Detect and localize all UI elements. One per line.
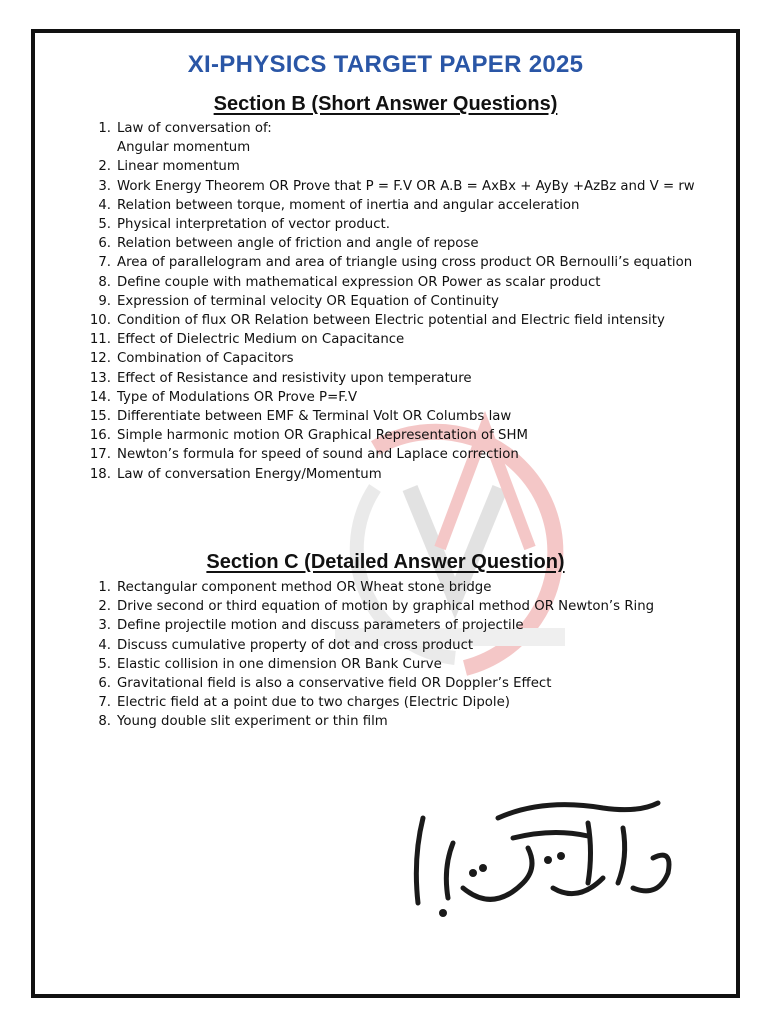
item-text: Physical interpretation of vector product. — [117, 217, 390, 233]
item-text: Simple harmonic motion OR Graphical Representation of SHM — [117, 428, 528, 444]
list-item — [87, 119, 696, 157]
item-number: 6. — [98, 676, 111, 692]
item-text: Young double slit experiment or thin film — [117, 714, 388, 730]
item-number: 17. — [89, 447, 111, 463]
list-item — [87, 388, 696, 407]
item-number: 4. — [98, 197, 111, 213]
list-item — [87, 234, 696, 253]
item-text: Drive second or third equation of motion by graphical method OR Newton’s Ring — [117, 599, 655, 615]
item-number: 1. — [98, 121, 111, 136]
list-item — [87, 369, 696, 388]
item-text: Linear momentum — [117, 159, 240, 175]
item-text: Law of conversation of: Angular momentum — [117, 121, 272, 156]
item-text: Relation between torque, moment of inertia and angular acceleration — [117, 197, 580, 213]
item-number: 8. — [98, 274, 111, 290]
item-text: Expression of terminal velocity OR Equation of Continuity — [117, 293, 499, 309]
item-text: Define projectile motion and discuss parameters of projectile — [117, 618, 524, 634]
item-number: 12. — [89, 351, 111, 367]
item-text: Area of parallelogram and area of triangle using cross product OR Bernoulli’s equation — [117, 255, 693, 271]
section-b-list — [87, 119, 696, 484]
item-number: 6. — [98, 236, 111, 252]
item-text: Electric field at a point due to two charges (Electric Dipole) — [117, 695, 510, 711]
item-text: Type of Modulations OR Prove P=F.V — [117, 389, 358, 405]
list-item — [87, 693, 696, 712]
page-frame — [31, 29, 740, 998]
list-item — [87, 292, 696, 311]
section-c-list — [87, 578, 696, 732]
list-item — [87, 636, 696, 655]
item-number: 2. — [98, 159, 111, 175]
item-text: Effect of Resistance and resistivity upon temperature — [117, 370, 472, 386]
arabic-calligraphy-icon — [403, 788, 678, 923]
list-item — [87, 655, 696, 674]
item-text: Gravitational field is also a conservative field OR Doppler’s Effect — [117, 676, 552, 692]
item-text: Rectangular component method OR Wheat stone bridge — [117, 580, 492, 595]
list-item — [87, 330, 696, 349]
item-number: 8. — [98, 714, 111, 730]
item-text: Newton’s formula for speed of sound and Laplace correction — [117, 447, 519, 463]
item-number: 3. — [98, 178, 111, 194]
item-number: 5. — [98, 656, 111, 672]
section-b-heading: Section B (Short Answer Questions) — [213, 93, 558, 115]
list-item — [87, 407, 696, 426]
item-number: 7. — [98, 255, 111, 271]
item-text: Discuss cumulative property of dot and cross product — [117, 637, 474, 653]
list-item — [87, 616, 696, 635]
item-number: 7. — [98, 695, 111, 711]
item-number: 18. — [89, 466, 111, 482]
list-item — [87, 273, 696, 292]
list-item — [87, 578, 696, 597]
item-number: 9. — [98, 293, 111, 309]
item-number: 15. — [89, 409, 111, 425]
list-item — [87, 215, 696, 234]
list-item — [87, 712, 696, 731]
item-text: Elastic collision in one dimension OR Bank Curve — [117, 656, 442, 672]
item-number: 14. — [89, 389, 111, 405]
item-number: 11. — [89, 332, 111, 348]
section-c-heading: Section C (Detailed Answer Question) — [206, 551, 565, 573]
item-number: 16. — [89, 428, 111, 444]
item-text: Effect of Dielectric Medium on Capacitance — [117, 332, 405, 348]
list-item — [87, 196, 696, 215]
item-text: Relation between angle of friction and angle of repose — [117, 236, 479, 252]
list-item — [87, 157, 696, 176]
item-text: Differentiate between EMF & Terminal Volt OR Columbs law — [117, 409, 512, 425]
list-item — [87, 349, 696, 368]
list-item — [87, 445, 696, 464]
item-number: 4. — [98, 637, 111, 653]
item-number: 10. — [89, 313, 111, 329]
list-item — [87, 597, 696, 616]
list-item — [87, 465, 696, 484]
list-item — [87, 177, 696, 196]
item-number: 2. — [98, 599, 111, 615]
item-text: Define couple with mathematical expression OR Power as scalar product — [117, 274, 601, 290]
item-number: 1. — [98, 580, 111, 595]
item-text: Combination of Capacitors — [117, 351, 294, 367]
item-number: 13. — [89, 370, 111, 386]
list-item — [87, 253, 696, 272]
list-item — [87, 426, 696, 445]
list-item — [87, 311, 696, 330]
list-item — [87, 674, 696, 693]
item-text: Law of conversation Energy/Momentum — [117, 466, 382, 482]
item-text: Condition of flux OR Relation between Electric potential and Electric field intensity — [117, 313, 665, 329]
page-title: XI-PHYSICS TARGET PAPER 2025 — [187, 51, 584, 78]
item-text: Work Energy Theorem OR Prove that P = F.V OR A.B = AxBx + AyBy +AzBz and V = rw — [117, 178, 695, 194]
item-number: 3. — [98, 618, 111, 634]
item-number: 5. — [98, 217, 111, 233]
